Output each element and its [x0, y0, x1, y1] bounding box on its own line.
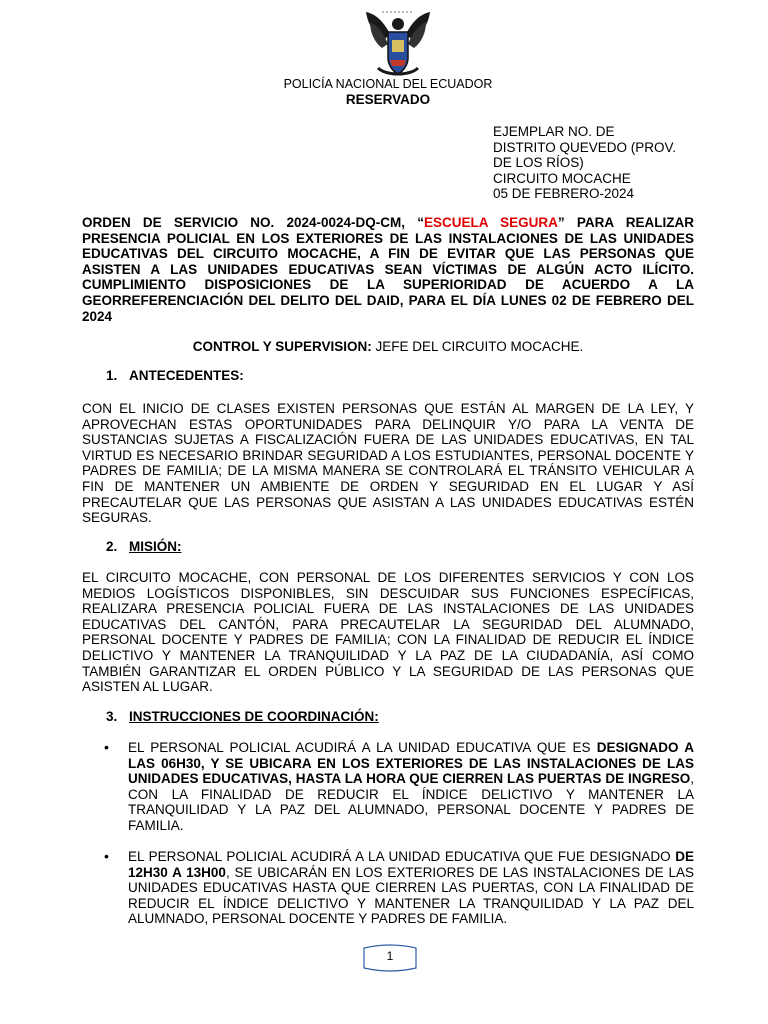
list-item-text-bold: DE 12H30 A 13H00: [128, 849, 694, 880]
meta-circuit: CIRCUITO MOCACHE: [493, 170, 631, 186]
page-number: 1: [386, 949, 394, 963]
control-value: JEFE DEL CIRCUITO MOCACHE.: [371, 339, 584, 354]
control-label: CONTROL Y SUPERVISION:: [192, 339, 372, 354]
meta-district: DISTRITO QUEVEDO (PROV.: [493, 139, 677, 155]
list-item-text: [128, 849, 694, 927]
list-item-text: [128, 740, 694, 834]
section-body-antecedentes: CON EL INICIO DE CLASES EXISTEN PERSONAS QUE ESTÁN AL MARGEN DE LA LEY, Y APROVECHAN ESTAS OPORTUNIDADES PARA DELINQUIR Y/O PARA LA VENTA DE SUSTANCIAS SUJETAS A FISCALIZACIÓN FUERA DE LAS UNIDADES EDUCATIVAS, EN TAL VIRTUD ES NECESARIO BRINDAR SEGURIDAD A LOS ESTUDIANTES, PERSONAL DOCENTE Y PADRES DE FAMILIA; DE LA MISMA MANERA SE CONTROLARÁ EL TRÁNSITO VEHICULAR A FIN DE MANTENER UN AMBIENTE DE ORDEN Y SEGURIDAD EN EL LUGAR Y ASÍ PRECAUTELAR QUE LAS PERSONAS QUE ASISTAN A LAS UNIDADES EDUCATIVAS ESTÉN SEGURAS.: [82, 401, 694, 526]
bullet-icon: •: [104, 848, 109, 864]
list-item-text-bold: DESIGNADO A LAS 06H30, Y SE UBICARA EN LOS EXTERIORES DE LAS INSTALACIONES DE LAS UNIDADES EDUCATIVAS, HASTA LA HORA QUE CIERREN LAS PUERTAS DE INGRESO: [128, 740, 694, 787]
document-meta: [493, 124, 696, 202]
section-number: 3.: [106, 709, 118, 724]
list-item: [104, 740, 694, 834]
section-title: INSTRUCCIONES DE COORDINACIÓN:: [129, 709, 379, 724]
order-title-prefix: ORDEN DE SERVICIO NO. 2024-0024-DQ-CM, “: [82, 215, 424, 230]
section-heading-mision: [106, 539, 182, 554]
order-title-suffix: ” PARA REALIZAR PRESENCIA POLICIAL EN LOS EXTERIORES DE LAS INSTALACIONES DE LAS UNIDADES EDUCATIVAS DEL CIRCUITO MOCACHE, A FIN DE EVITAR QUE LAS PERSONAS QUE ASISTEN A LAS UNIDADES EDUCATIVAS SEAN VÍCTIMAS DE ALGÚN ACTO ILÍCITO. CUMPLIMIENTO DISPOSICIONES DE LA SUPERIORIDAD DE ACUERDO A LA GEORREFERENCIACIÓN DEL DELITO DEL DAID, PARA EL DÍA LUNES 02 DE FEBRERO DEL 2024: [82, 215, 695, 324]
section-heading-instrucciones: [106, 709, 379, 724]
list-item-text-pre: EL PERSONAL POLICIAL ACUDIRÁ A LA UNIDAD EDUCATIVA QUE FUE DESIGNADO: [128, 849, 676, 864]
list-item-text-post: , SE UBICARÁN EN LOS EXTERIORES DE LAS INSTALACIONES DE LAS UNIDADES EDUCATIVAS HASTA QUE CIERREN LAS PUERTAS, CON LA FINALIDAD DE REDUCIR EL ÍNDICE DELICTIVO Y MANTENER LA TRANQUILIDAD Y LA PAZ DEL ALUMNADO, PERSONAL DOCENTE Y PADRES DE FAMILIA.: [128, 864, 694, 927]
list-item-text-post: , CON LA FINALIDAD DE REDUCIR EL ÍNDICE DELICTIVO Y MANTENER LA TRANQUILIDAD Y LA PAZ DEL ALUMNADO, PERSONAL DOCENTE Y PADRES DE FAMILIA.: [128, 771, 694, 833]
list-item-text-pre: EL PERSONAL POLICIAL ACUDIRÁ A LA UNIDAD EDUCATIVA QUE ES: [128, 740, 597, 755]
meta-date: 05 DE FEBRERO-2024: [493, 186, 635, 201]
control-supervision: [0, 339, 768, 354]
section-body-mision: EL CIRCUITO MOCACHE, CON PERSONAL DE LOS DIFERENTES SERVICIOS Y CON LOS MEDIOS LOGÍSTICOS DISPONIBLES, SIN DESCUIDAR SUS FUNCIONES ESPECÍFICAS, REALIZARA PRESENCIA POLICIAL FUERA DE LAS INSTALACIONES DE LAS UNIDADES EDUCATIVAS DEL CANTÓN, PARA PRECAUTELAR LA SEGURIDAD DEL ALUMNADO, PERSONAL DOCENTE Y PADRES DE FAMILIA; CON LA FINALIDAD DE REDUCIR EL ÍNDICE DELICTIVO Y MANTENER LA TRANQUILIDAD Y LA PAZ DE LA CIUDADANÍA, ASÍ COMO TAMBIÉN GARANTIZAR EL ORDEN PÚBLICO Y LA SEGURIDAD DE LAS PERSONAS QUE ASISTEN AL LUGAR.: [82, 570, 694, 695]
order-title-highlight: ESCUELA SEGURA: [423, 215, 558, 230]
section-heading-antecedentes: [106, 368, 244, 383]
section-title: MISIÓN:: [129, 539, 182, 554]
section-number: 2.: [106, 539, 118, 554]
meta-copy-number: EJEMPLAR NO. DE: [493, 124, 615, 139]
section-title: ANTECEDENTES:: [129, 368, 244, 383]
meta-province: DE LOS RÍOS): [493, 155, 584, 170]
section-number: 1.: [106, 368, 118, 383]
classification-label: RESERVADO: [345, 92, 431, 107]
police-eagle-emblem-icon: [362, 6, 434, 80]
institution-name: POLICÍA NACIONAL DEL ECUADOR: [283, 77, 493, 91]
bullet-icon: •: [104, 739, 109, 755]
list-item: [104, 849, 694, 927]
order-title: [82, 215, 694, 324]
